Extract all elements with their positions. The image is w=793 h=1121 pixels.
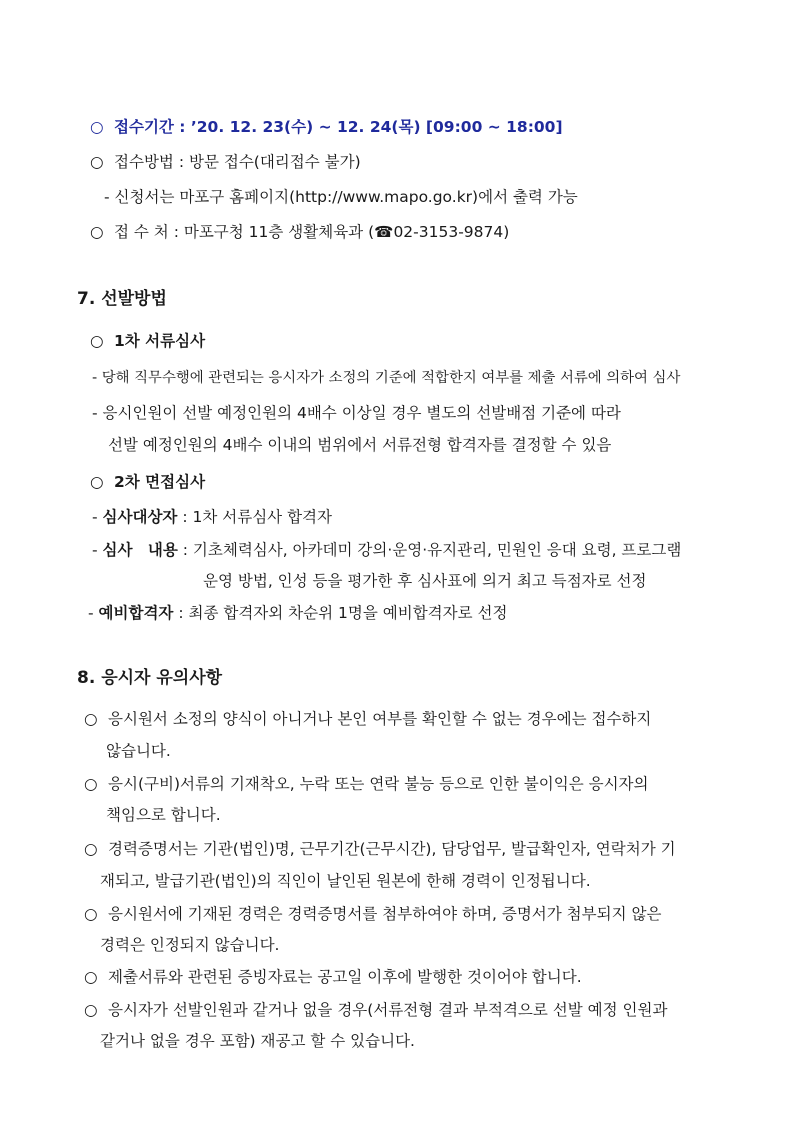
dash: - xyxy=(92,541,98,559)
reception-form-note: - 신청서는 마포구 홈페이지(http://www.mapo.go.kr)에서 출력 가능 xyxy=(104,188,578,206)
note-item-3-line1: 경력증명서는 기관(법인)명, 근무기간(근무시간), 담당업무, 발급확인자, 연락처가 기 xyxy=(108,840,676,858)
reception-period-text: 접수기간 : ’20. 12. 23(수) ~ 12. 24(목) [09:00 ~ 18:00] xyxy=(114,118,563,136)
note-item-1 xyxy=(84,708,651,730)
note-item-1-line2: 않습니다. xyxy=(106,742,171,760)
stage2-reserve xyxy=(88,602,507,624)
circle-bullet-icon: ○ xyxy=(84,968,98,986)
circle-bullet-icon: ○ xyxy=(90,473,104,491)
circle-bullet-icon: ○ xyxy=(84,775,98,793)
note-item-6-line2: 같거나 없을 경우 포함) 재공고 할 수 있습니다. xyxy=(100,1032,415,1050)
circle-bullet-icon: ○ xyxy=(90,153,104,171)
stage2-content-label: 심사 내용 xyxy=(102,541,178,559)
stage2-title xyxy=(90,471,205,493)
note-item-2-line2: 책임으로 합니다. xyxy=(106,806,221,824)
stage2-title-text: 2차 면접심사 xyxy=(114,473,206,491)
stage1-item-1: - 당해 직무수행에 관련되는 응시자가 소정의 기준에 적합한지 여부를 제출 서류에 의하여 심사 xyxy=(92,370,681,386)
note-item-4-line1: 응시원서에 기재된 경력은 경력증명서를 첨부하여야 하며, 증명서가 첨부되지 않은 xyxy=(108,905,662,923)
stage2-content-value-line2: 운영 방법, 인성 등을 평가한 후 심사표에 의거 최고 득점자로 선정 xyxy=(203,572,647,590)
section-7-heading: 7. 선발방법 xyxy=(77,289,167,309)
dash: - xyxy=(92,508,98,526)
stage2-target xyxy=(92,506,332,528)
note-item-3-line2: 재되고, 발급기관(법인)의 직인이 날인된 원본에 한해 경력이 인정됩니다. xyxy=(100,872,591,890)
dash: - xyxy=(88,604,94,622)
circle-bullet-icon: ○ xyxy=(90,118,104,136)
note-item-5 xyxy=(84,966,582,988)
stage2-target-value: : 1차 서류심사 합격자 xyxy=(177,508,332,526)
stage1-title-text: 1차 서류심사 xyxy=(114,332,206,350)
circle-bullet-icon: ○ xyxy=(84,905,98,923)
reception-office xyxy=(90,221,509,243)
note-item-4-line2: 경력은 인정되지 않습니다. xyxy=(100,936,280,954)
stage2-content xyxy=(92,539,681,561)
reception-method-text: 접수방법 : 방문 접수(대리접수 불가) xyxy=(114,153,361,171)
note-item-2-line1: 응시(구비)서류의 기재착오, 누락 또는 연락 불능 등으로 인한 불이익은 응시자의 xyxy=(108,775,649,793)
note-item-2 xyxy=(84,773,649,795)
circle-bullet-icon: ○ xyxy=(84,840,98,858)
note-item-6-line1: 응시자가 선발인원과 같거나 없을 경우(서류전형 결과 부적격으로 선발 예정 인원과 xyxy=(108,1001,668,1019)
stage1-item-2-line1: - 응시인원이 선발 예정인원의 4배수 이상일 경우 별도의 선발배점 기준에 따라 xyxy=(92,404,621,422)
note-item-3 xyxy=(84,838,676,860)
circle-bullet-icon: ○ xyxy=(90,332,104,350)
reception-method xyxy=(90,151,361,173)
section-8-heading: 8. 응시자 유의사항 xyxy=(77,668,223,688)
stage1-title xyxy=(90,330,205,352)
stage1-item-2-line2: 선발 예정인원의 4배수 이내의 범위에서 서류전형 합격자를 결정할 수 있음 xyxy=(108,436,612,454)
stage2-content-value-line1: : 기초체력심사, 아카데미 강의·운영·유지관리, 민원인 응대 요령, 프로그램 xyxy=(177,541,682,559)
reception-office-text: 접 수 처 : 마포구청 11층 생활체육과 (☎02-3153-9874) xyxy=(114,223,510,241)
reception-period xyxy=(90,116,563,138)
note-item-6 xyxy=(84,999,667,1021)
stage2-reserve-value: : 최종 합격자외 차순위 1명을 예비합격자로 선정 xyxy=(173,604,508,622)
note-item-1-line1: 응시원서 소정의 양식이 아니거나 본인 여부를 확인할 수 없는 경우에는 접수하지 xyxy=(108,710,652,728)
circle-bullet-icon: ○ xyxy=(90,223,104,241)
circle-bullet-icon: ○ xyxy=(84,1001,98,1019)
stage2-target-label: 심사대상자 xyxy=(102,508,178,526)
note-item-4 xyxy=(84,903,661,925)
stage2-reserve-label: 예비합격자 xyxy=(98,604,174,622)
circle-bullet-icon: ○ xyxy=(84,710,98,728)
note-item-5-line1: 제출서류와 관련된 증빙자료는 공고일 이후에 발행한 것이어야 합니다. xyxy=(108,968,582,986)
